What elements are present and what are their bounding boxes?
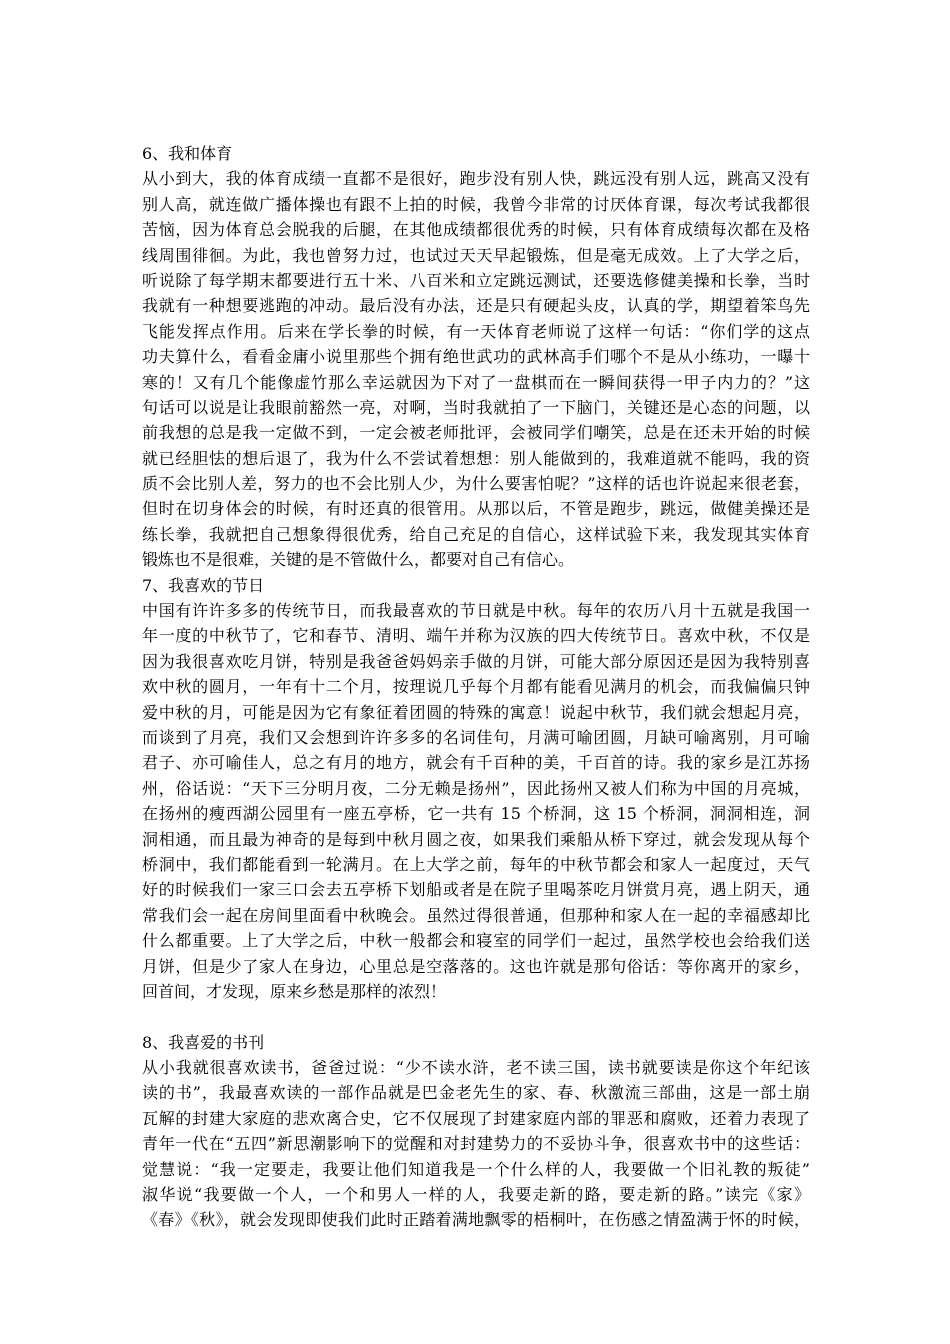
paragraph-line: 质不会比别人差，努力的也不会比别人少，为什么要害怕呢？”这样的话也许说起来很老套， <box>142 474 810 494</box>
paragraph-line: 爱中秋的月，可能是因为它有象征着团圆的特殊的寓意！说起中秋节，我们就会想起月亮， <box>142 702 810 722</box>
paragraph-line: 州，俗话说：“天下三分明月夜，二分无赖是扬州”，因此扬州又被人们称为中国的月亮城， <box>142 778 810 798</box>
paragraph-line: 练长拳，我就把自己想象得很优秀，给自己充足的自信心，这样试验下来，我发现其实体育 <box>142 524 810 544</box>
paragraph-line: 《春》《秋》，就会发现即使我们此时正踏着满地飘零的梧桐叶，在伤感之情盈满于怀的时候， <box>142 1210 810 1230</box>
paragraph-line: 听说除了每学期末都要进行五十米、八百米和立定跳远测试，还要选修健美操和长拳，当时 <box>142 270 810 290</box>
paragraph-line: 我就有一种想要逃跑的冲动。最后没有办法，还是只有硬起头皮，认真的学，期望着笨鸟先 <box>142 296 810 316</box>
paragraph-line: 从小我就很喜欢读书，爸爸过说：“少不读水浒，老不读三国，读书就要读是你这个年纪该 <box>142 1058 810 1078</box>
paragraph-line: 君子、亦可喻佳人，总之有月的地方，就会有千百种的美，千百首的诗。我的家乡是江苏扬 <box>142 753 810 773</box>
paragraph-line: 别人高，就连做广播体操也有跟不上拍的时候，我曾今非常的讨厌体育课，每次考试我都很 <box>142 194 810 214</box>
paragraph-line: 功夫算什么，看看金庸小说里那些个拥有绝世武功的武林高手们哪个不是从小练功，一曝十 <box>142 347 810 367</box>
paragraph-line: 瓦解的封建大家庭的悲欢离合史，它不仅展现了封建家庭内部的罪恶和腐败，还着力表现了 <box>142 1108 810 1128</box>
paragraph-line: 从小到大，我的体育成绩一直都不是很好，跑步没有别人快，跳远没有别人远，跳高又没有 <box>142 169 810 189</box>
paragraph-line: 而谈到了月亮，我们又会想到许许多多的名词佳句，月满可喻团圆，月缺可喻离别，月可喻 <box>142 727 810 747</box>
document-body <box>142 141 810 1233</box>
paragraph-line: 觉慧说：“我一定要走，我要让他们知道我是一个什么样的人，我要做一个旧礼教的叛徒” <box>142 1159 810 1179</box>
paragraph-line: 就已经胆怯的想后退了，我为什么不尝试着想想：别人能做到的，我难道就不能吗，我的资 <box>142 448 810 468</box>
paragraph-line: 但时在切身体会的时候，有时还真的很管用。从那以后，不管是跑步，跳远，做健美操还是 <box>142 499 810 519</box>
paragraph-line: 在扬州的瘦西湖公园里有一座五亭桥，它一共有 15 个桥洞，这 15 个桥洞，洞洞相连，洞 <box>142 804 810 824</box>
paragraph-line: 寒的！又有几个能像虚竹那么幸运就因为下对了一盘棋而在一瞬间获得一甲子内力的？”这 <box>142 372 810 392</box>
paragraph-line: 因为我很喜欢吃月饼，特别是我爸爸妈妈亲手做的月饼，可能大部分原因还是因为我特别喜 <box>142 651 810 671</box>
paragraph-line: 桥洞中，我们都能看到一轮满月。在上大学之前，每年的中秋节都会和家人一起度过，天气 <box>142 854 810 874</box>
paragraph-line: 句话可以说是让我眼前豁然一亮，对啊，当时我就拍了一下脑门，关键还是心态的问题，以 <box>142 397 810 417</box>
paragraph-line: 飞能发挥点作用。后来在学长拳的时候，有一天体育老师说了这样一句话：“你们学的这点 <box>142 321 810 341</box>
paragraph-line: 月饼，但是少了家人在身边，心里总是空落落的。这也许就是那句俗话：等你离开的家乡， <box>142 956 810 976</box>
paragraph-line: 年一度的中秋节了，它和春节、清明、端午并称为汉族的四大传统节日。喜欢中秋，不仅是 <box>142 626 810 646</box>
section-heading: 7、我喜欢的节日 <box>142 575 265 595</box>
paragraph-line: 苦恼，因为体育总会脱我的后腿，在其他成绩都很优秀的时候，只有体育成绩每次都在及格 <box>142 220 810 240</box>
paragraph-line: 读的书”，我最喜欢读的一部作品就是巴金老先生的家、春、秋激流三部曲，这是一部土崩 <box>142 1083 810 1103</box>
section-heading: 8、我喜爱的书刊 <box>142 1032 265 1052</box>
paragraph-line: 前我想的总是我一定做不到，一定会被老师批评，会被同学们嘲笑，总是在还未开始的时候 <box>142 423 810 443</box>
paragraph-line: 线周围徘徊。为此，我也曾努力过，也试过天天早起锻炼，但是毫无成效。上了大学之后， <box>142 245 810 265</box>
paragraph-line: 好的时候我们一家三口会去五亭桥下划船或者是在院子里喝茶吃月饼赏月亮，遇上阴天，通 <box>142 880 810 900</box>
paragraph-line: 中国有许许多多的传统节日，而我最喜欢的节日就是中秋。每年的农历八月十五就是我国一 <box>142 601 810 621</box>
paragraph-line: 回首间，才发现，原来乡愁是那样的浓烈！ <box>142 981 447 1001</box>
blank-line <box>142 1004 810 1029</box>
paragraph-line: 青年一代在“五四”新思潮影响下的觉醒和对封建势力的不妥协斗争，很喜欢书中的这些话： <box>142 1134 810 1154</box>
paragraph-line: 洞相通，而且最为神奇的是每到中秋月圆之夜，如果我们乘船从桥下穿过，就会发现从每个 <box>142 829 810 849</box>
paragraph-line: 常我们会一起在房间里面看中秋晚会。虽然过得很普通，但那种和家人在一起的幸福感却比 <box>142 905 810 925</box>
paragraph-line: 欢中秋的圆月，一年有十二个月，按理说几乎每个月都有能看见满月的机会，而我偏偏只钟 <box>142 677 810 697</box>
paragraph-line: 淑华说“我要做一个人，一个和男人一样的人，我要走新的路，要走新的路。”读完《家》 <box>142 1185 810 1205</box>
section-heading: 6、我和体育 <box>142 144 233 163</box>
paragraph-line: 什么都重要。上了大学之后，中秋一般都会和寝室的同学们一起过，虽然学校也会给我们送 <box>142 931 810 951</box>
paragraph-line: 锻炼也不是很难，关键的是不管做什么，都要对自己有信心。 <box>142 550 575 570</box>
